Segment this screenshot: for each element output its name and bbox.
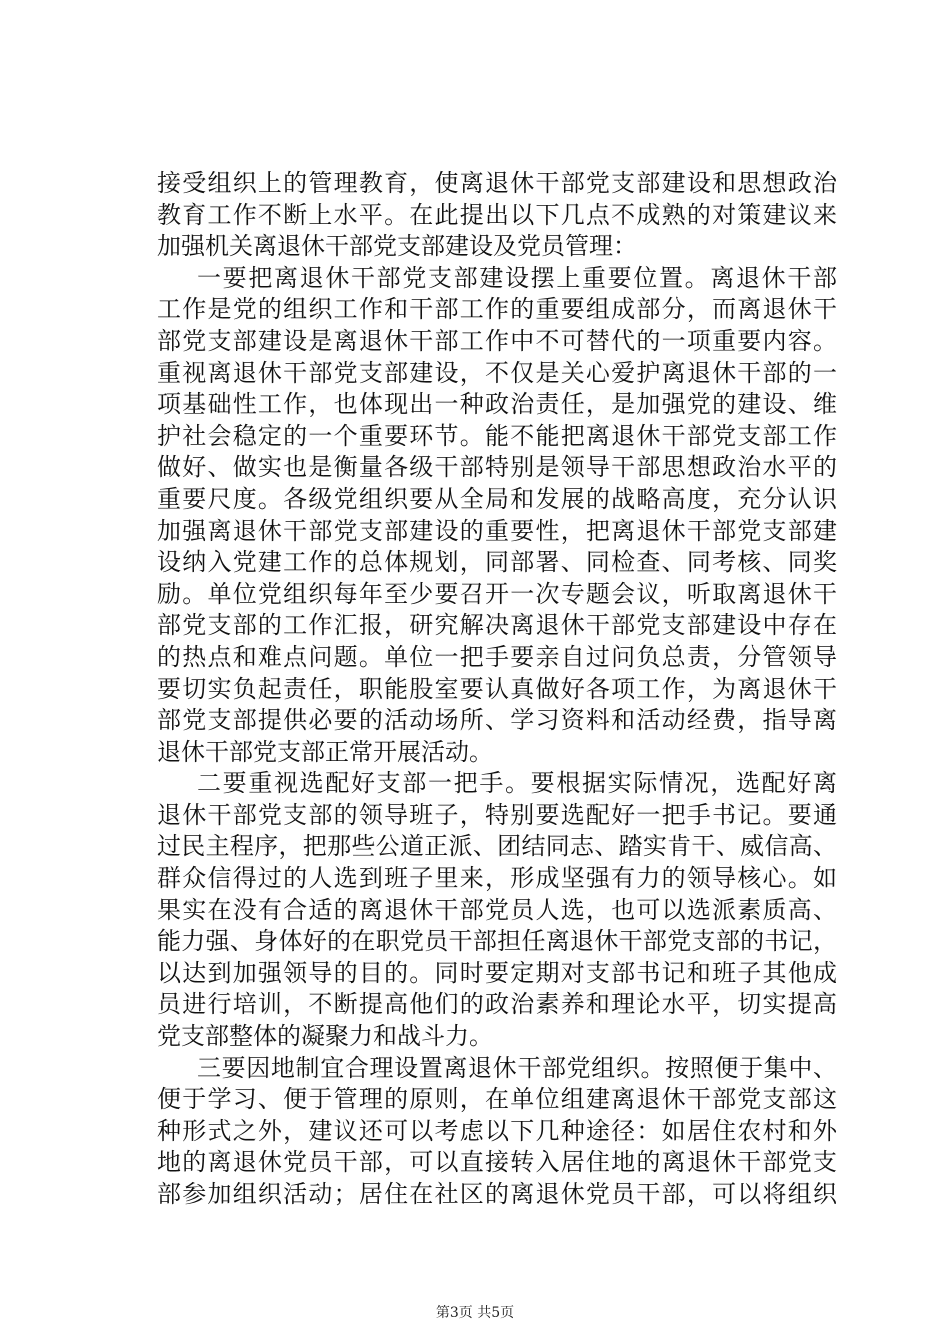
text-line: 加强机关离退休干部党支部建设及党员管理： bbox=[157, 232, 637, 261]
text-line: 能力强、身体好的在职党员干部担任离退休干部党支部的书记， bbox=[157, 927, 837, 956]
text-line: 项基础性工作，也体现出一种政治责任，是加强党的建设、维 bbox=[157, 390, 837, 419]
text-line: 部党支部建设是离退休干部工作中不可替代的一项重要内容。 bbox=[157, 326, 837, 355]
text-line: 要切实负起责任，职能股室要认真做好各项工作，为离退休干 bbox=[157, 674, 837, 703]
text-line: 过民主程序，把那些公道正派、团结同志、踏实肯干、威信高、 bbox=[157, 832, 837, 861]
text-line: 做好、做实也是衡量各级干部特别是领导干部思想政治水平的 bbox=[157, 453, 837, 482]
text-line: 部党支部提供必要的活动场所、学习资料和活动经费，指导离 bbox=[157, 706, 837, 735]
text-line: 种形式之外，建议还可以考虑以下几种途径：如居住农村和外 bbox=[157, 1116, 837, 1145]
text-line: 便于学习、便于管理的原则，在单位组建离退休干部党支部这 bbox=[157, 1085, 837, 1114]
paragraph bbox=[157, 1053, 837, 1211]
text-line: 一要把离退休干部党支部建设摆上重要位置。离退休干部 bbox=[197, 263, 837, 292]
text-line: 励。单位党组织每年至少要召开一次专题会议，听取离退休干 bbox=[157, 579, 837, 608]
text-line: 工作是党的组织工作和干部工作的重要组成部分，而离退休干 bbox=[157, 295, 837, 324]
text-line: 群众信得过的人选到班子里来，形成坚强有力的领导核心。如 bbox=[157, 864, 837, 893]
text-line: 二要重视选配好支部一把手。要根据实际情况，选配好离 bbox=[197, 769, 837, 798]
text-line: 退休干部党支部的领导班子，特别要选配好一把手书记。要通 bbox=[157, 800, 837, 829]
paragraph bbox=[157, 768, 837, 1052]
text-line: 退休干部党支部正常开展活动。 bbox=[157, 737, 493, 766]
text-line: 部参加组织活动；居住在社区的离退休党员干部，可以将组织 bbox=[157, 1180, 837, 1208]
text-line: 党支部整体的凝聚力和战斗力。 bbox=[157, 1022, 493, 1051]
text-line: 教育工作不断上水平。在此提出以下几点不成熟的对策建议来 bbox=[157, 200, 837, 229]
text-line: 接受组织上的管理教育，使离退休干部党支部建设和思想政治 bbox=[157, 169, 837, 197]
text-line: 三要因地制宜合理设置离退休干部党组织。按照便于集中、 bbox=[197, 1053, 837, 1082]
text-line: 的热点和难点问题。单位一把手要亲自过问负总责，分管领导 bbox=[157, 642, 837, 671]
text-line: 加强离退休干部党支部建设的重要性，把离退休干部党支部建 bbox=[157, 516, 837, 545]
text-line: 以达到加强领导的目的。同时要定期对支部书记和班子其他成 bbox=[157, 958, 837, 987]
text-line: 果实在没有合适的离退休干部党员人选，也可以选派素质高、 bbox=[157, 895, 837, 924]
paragraph bbox=[157, 263, 837, 769]
text-line: 重要尺度。各级党组织要从全局和发展的战略高度，充分认识 bbox=[157, 484, 837, 513]
text-line: 重视离退休干部党支部建设，不仅是关心爱护离退休干部的一 bbox=[157, 358, 837, 387]
text-line: 员进行培训，不断提高他们的政治素养和理论水平，切实提高 bbox=[157, 990, 837, 1019]
text-line: 设纳入党建工作的总体规划，同部署、同检查、同考核、同奖 bbox=[157, 548, 837, 577]
document-body bbox=[157, 168, 837, 1211]
text-line: 部党支部的工作汇报，研究解决离退休干部党支部建设中存在 bbox=[157, 611, 837, 640]
text-line: 护社会稳定的一个重要环节。能不能把离退休干部党支部工作 bbox=[157, 421, 837, 450]
paragraph bbox=[157, 168, 837, 263]
page-number-footer: 第3页 共5页 bbox=[435, 1305, 515, 1321]
text-line: 地的离退休党员干部，可以直接转入居住地的离退休干部党支 bbox=[157, 1148, 837, 1177]
